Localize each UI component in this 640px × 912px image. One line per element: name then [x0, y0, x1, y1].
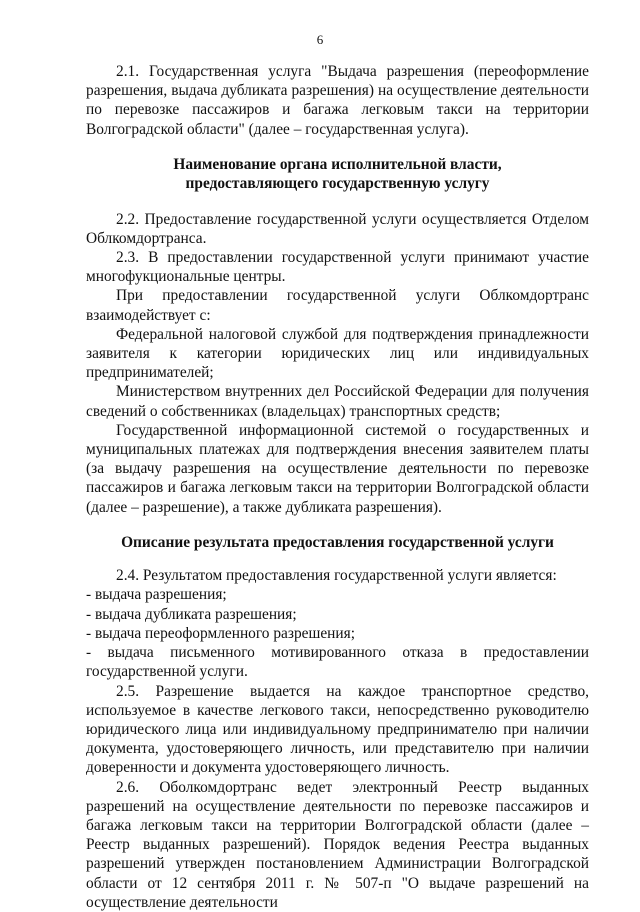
heading-authority	[86, 155, 589, 194]
paragraph-2-5: 2.5. Разрешение выдается на каждое транспортное средство, используемое в качестве легкового такси, непосредственно руководителю юридического лица или индивидуальному предпринимателю при наличии документа, удостоверяющего личность, или представителю при наличии доверенности и документа удостоверяющего личность.	[86, 682, 589, 777]
list-item-duplicate: - выдача дубликата разрешения;	[86, 605, 297, 623]
heading-authority-line-2: предоставляющего государственную услугу	[185, 175, 490, 193]
paragraph-2-3: 2.3. В предоставлении государственной услуги принимают участие многофукциональные центры.	[86, 249, 589, 286]
paragraph-2-6: 2.6. Оболкомдортранс ведет электронный Реестр выданных разрешений на осуществление деятельности по перевозке пассажиров и багажа легковым такси на территории Волгоградской области (далее – Реестр выданных разрешений). Порядок ведения Реестра выданных разрешений утвержден постановлением Администрации Волгоградской области от 12 сентября 2011 г. № 507-п "О выдаче разрешений на осуществление деятельности	[86, 778, 589, 911]
list-item-issue: - выдача разрешения;	[86, 586, 227, 604]
paragraph-payments-system: Государственной информационной системой о государственных и муниципальных платежах для подтверждения внесения заявителем платы (за выдачу разрешения на осуществление деятельности по перевозке пассажиров и багажа легковым такси на территории Волгоградской области (далее – разрешение), а также дубликата разрешения).	[86, 421, 589, 516]
paragraph-2-4: 2.4. Результатом предоставления государственной услуги является:	[116, 567, 557, 585]
paragraph-2-1: 2.1. Государственная услуга "Выдача разрешения (переоформление разрешения, выдача дубликата разрешения) на осуществление деятельности по перевозке пассажиров и багажа легковым такси на территории Волгоградской области" (далее – государственная услуга).	[86, 63, 589, 138]
list-item-reissued: - выдача переоформленного разрешения;	[86, 624, 355, 642]
heading-authority-line-1: Наименование органа исполнительной власти,	[173, 155, 502, 173]
page-number: 6	[316, 32, 324, 47]
paragraph-tax-service: Федеральной налоговой службой для подтверждения принадлежности заявителя к категории юридических лиц или индивидуальных предпринимателей;	[86, 325, 589, 382]
paragraph-interaction-intro: При предоставлении государственной услуги Облкомдортранс взаимодействует с:	[86, 287, 589, 324]
heading-result: Описание результата предоставления государственной услуги	[121, 533, 554, 551]
paragraph-2-2: 2.2. Предоставление государственной услуги осуществляется Отделом Облкомдортранса.	[86, 210, 589, 247]
paragraph-interior-ministry: Министерством внутренних дел Российской Федерации для получения сведений о собственниках (владельцах) транспортных средств;	[86, 383, 589, 420]
document-body	[86, 62, 589, 912]
list-item-refusal: - выдача письменного мотивированного отказа в предоставлении государственной услуги.	[86, 644, 589, 681]
